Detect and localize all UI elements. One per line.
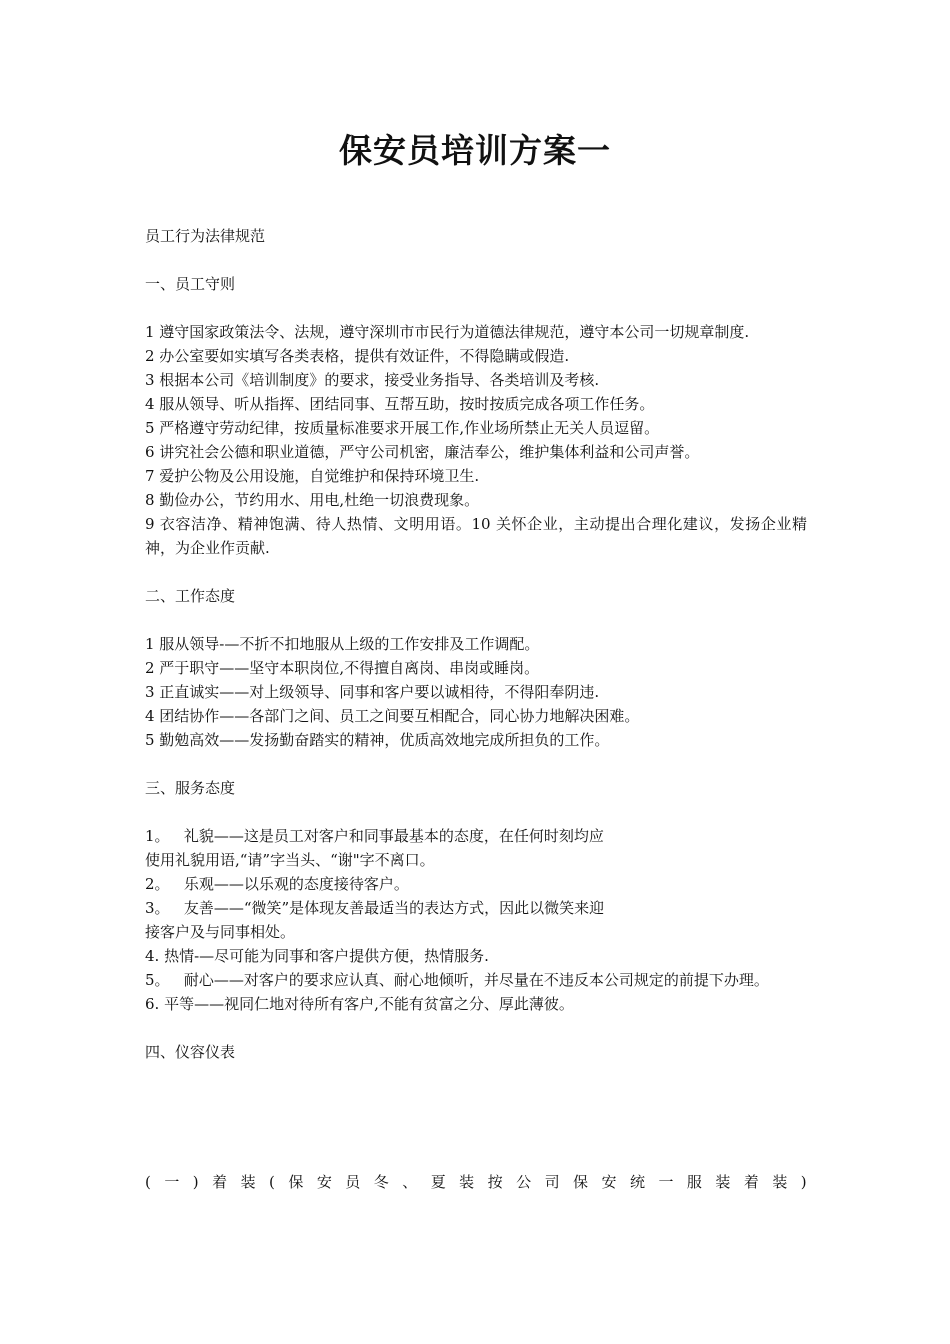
rule-line: 9 衣容洁净、精神饱满、待人热情、文明用语。10 关怀企业，主动提出合理化建议，发扬企业精神，为企业作贡献. [145,515,807,557]
dress-code-char: 装 [772,1173,788,1191]
section-heading: 一、员工守则 [145,275,236,293]
rule-line: 5 严格遵守劳动纪律，按质量标准要求开展工作,作业场所禁止无关人员逗留。 [145,419,660,437]
dress-code-char: 员 [345,1173,361,1191]
dress-code-char: 按 [487,1173,503,1191]
service-line: 4. 热情-—尽可能为同事和客户提供方便，热情服务. [145,947,489,965]
rule-line: 4 服从领导、听从指挥、团结同事、互帮互助，按时按质完成各项工作任务。 [145,395,655,413]
rule-line: 7 爱护公物及公用设施，自觉维护和保持环境卫生. [145,467,480,485]
service-line: 6. 平等——视同仁地对待所有客户,不能有贫富之分、厚此薄彼。 [145,995,574,1013]
service-line: 2。 乐观——以乐观的态度接待客户。 [145,875,409,893]
dress-code-char: ) [192,1173,199,1191]
attitude-line: 3 正直诚实——对上级领导、同事和客户要以诚相待，不得阳奉阴违. [145,683,600,701]
document-body [145,224,807,1064]
dress-code-char: 冬 [373,1173,389,1191]
dress-code-char: 安 [316,1173,332,1191]
dress-code-char: 夏 [430,1173,446,1191]
dress-code-char: 司 [544,1173,560,1191]
rule-line: 6 讲究社会公德和职业道德，严守公司机密，廉洁奉公，维护集体利益和公司声誉。 [145,443,700,461]
dress-code-char: ( [269,1173,275,1191]
rule-line: 8 勤俭办公，节约用水、用电,杜绝一切浪费现象。 [145,491,480,509]
dress-code-char: 保 [573,1173,589,1191]
attitude-line: 4 团结协作——各部门之间、员工之间要互相配合，同心协力地解决困难。 [145,707,640,725]
service-line: 5。 耐心——对客户的要求应认真、耐心地倾听，并尽量在不违反本公司规定的前提下办理。 [145,971,769,989]
dress-code-char: 一 [658,1173,674,1191]
rule-line: 3 根据本公司《培训制度》的要求，接受业务指导、各类培训及考核. [145,371,600,389]
section-heading: 三、服务态度 [145,779,236,797]
section-heading: 二、工作态度 [145,587,236,605]
document-title: 保安员培训方案一 [339,131,611,170]
service-line: 接客户及与同事相处。 [145,923,296,941]
dress-code-char: 装 [459,1173,475,1191]
service-line: 使用礼貌用语,“请”字当头、“谢"字不离口。 [145,851,435,869]
rule-line: 2 办公室要如实填写各类表格，提供有效证件，不得隐瞒或假造. [145,347,570,365]
dress-code-line [145,1170,807,1194]
document-subtitle: 员工行为法律规范 [145,227,266,245]
dress-code-char: 、 [402,1173,418,1191]
dress-code-char: 着 [743,1173,759,1191]
section-heading: 四、仪容仪表 [145,1043,236,1061]
service-line: 3。 友善——“微笑”是体现友善最适当的表达方式，因此以微笑来迎 [145,899,605,917]
attitude-line: 1 服从领导-—不折不扣地服从上级的工作安排及工作调配。 [145,635,540,653]
dress-code-char: 一 [164,1173,180,1191]
attitude-line: 5 勤勉高效——发扬勤奋踏实的精神，优质高效地完成所担负的工作。 [145,731,610,749]
rule-line: 1 遵守国家政策法令、法规，遵守深圳市市民行为道德法律规范，遵守本公司一切规章制度. [145,323,750,341]
dress-code-char: 着 [212,1173,228,1191]
dress-code-char: 保 [288,1173,304,1191]
attitude-line: 2 严于职守——坚守本职岗位,不得擅自离岗、串岗或睡岗。 [145,659,540,677]
dress-code-char: ( [145,1173,151,1191]
dress-code-char: 装 [715,1173,731,1191]
dress-code-char: 安 [601,1173,617,1191]
dress-code-char: ) [800,1173,807,1191]
dress-code-char: 统 [629,1173,645,1191]
dress-code-char: 装 [240,1173,256,1191]
dress-code-char: 服 [686,1173,702,1191]
dress-code-char: 公 [516,1173,532,1191]
service-line: 1。 礼貌——这是员工对客户和同事最基本的态度，在任何时刻均应 [145,827,604,845]
